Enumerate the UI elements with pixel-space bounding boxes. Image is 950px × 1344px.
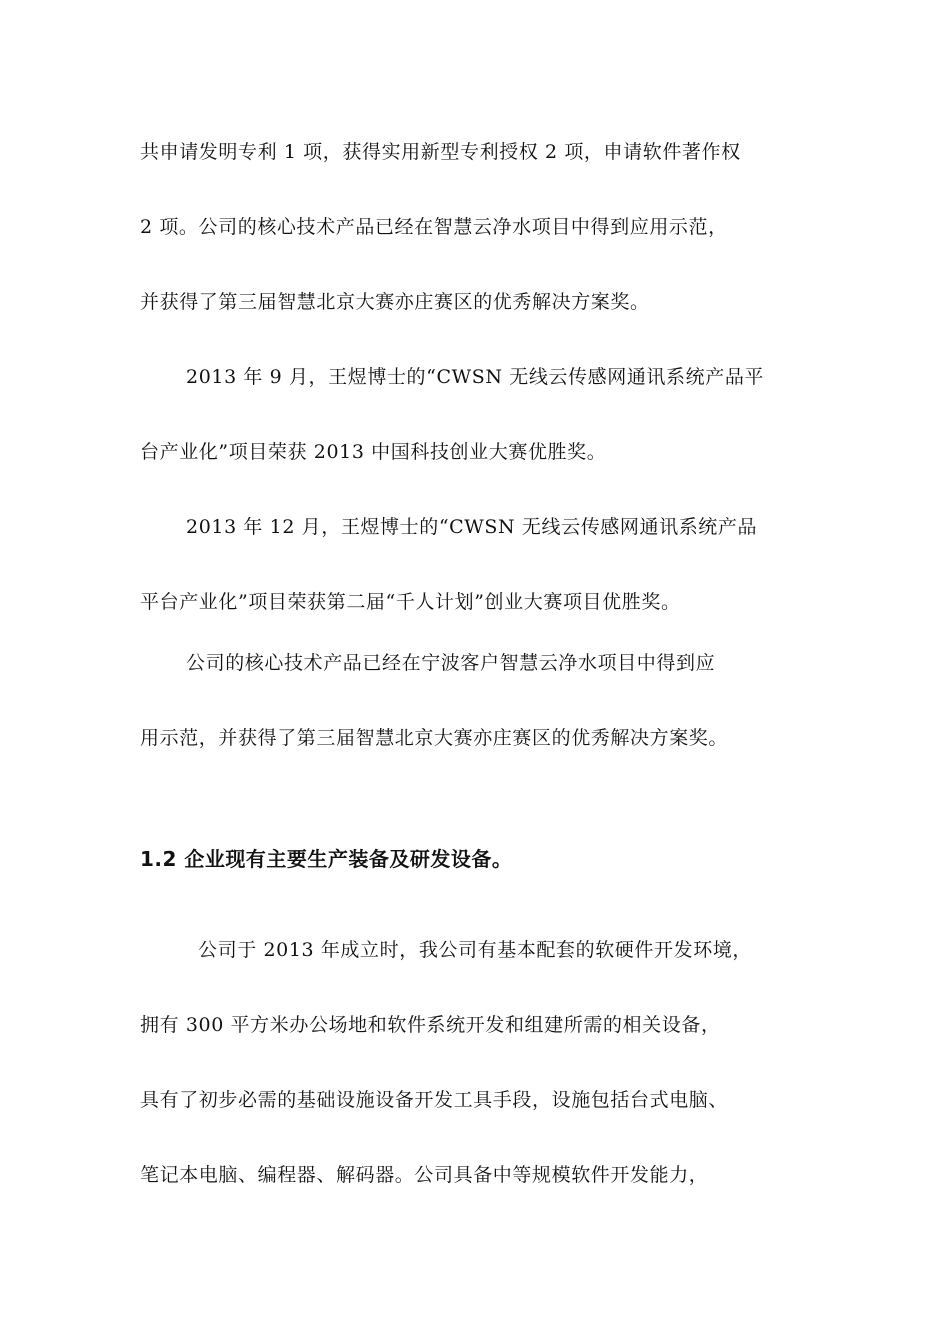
text-line: 公司的核心技术产品已经在宁波客户智慧云净水项目中得到应 [186, 652, 716, 674]
text-line: 共申请发明专利 1 项，获得实用新型专利授权 2 项，申请软件著作权 [140, 141, 741, 163]
text-line: 公司于 2013 年成立时，我公司有基本配套的软硬件开发环境， [198, 939, 753, 961]
text-line: 2013 年 9 月，王煜博士的“CWSN 无线云传感网通讯系统产品平 [186, 366, 765, 388]
text-line: 台产业化”项目荣获 2013 中国科技创业大赛优胜奖。 [140, 441, 607, 463]
text-line: 用示范，并获得了第三届智慧北京大赛亦庄赛区的优秀解决方案奖。 [140, 727, 729, 749]
text-line: 拥有 300 平方米办公场地和软件系统开发和组建所需的相关设备， [140, 1014, 721, 1036]
text-line: 笔记本电脑、编程器、解码器。公司具备中等规模软件开发能力， [140, 1164, 709, 1186]
text-line: 平台产业化”项目荣获第二届“千人计划”创业大赛项目优胜奖。 [140, 591, 681, 613]
text-line: 具有了初步必需的基础设施设备开发工具手段，设施包括台式电脑、 [140, 1089, 729, 1111]
text-line: 并获得了第三届智慧北京大赛亦庄赛区的优秀解决方案奖。 [140, 291, 650, 313]
section-heading: 1.2 企业现有主要生产装备及研发设备。 [140, 847, 513, 871]
text-line: 2 项。公司的核心技术产品已经在智慧云净水项目中得到应用示范， [140, 216, 728, 238]
text-line: 2013 年 12 月，王煜博士的“CWSN 无线云传感网通讯系统产品 [186, 516, 758, 538]
